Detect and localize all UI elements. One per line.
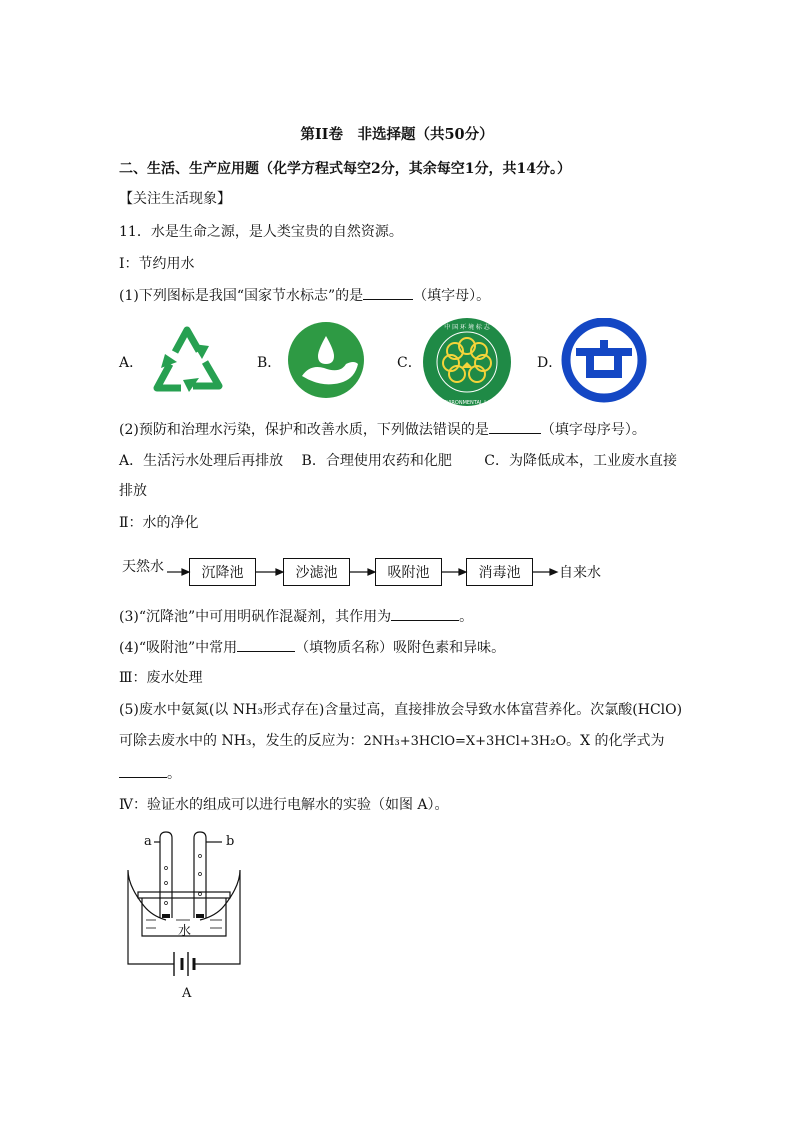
part3-label: Ⅲ：废水处理	[119, 670, 203, 686]
option-d-label: D．	[537, 355, 563, 371]
question-1-text: (1)下列图标是我国“国家节水标志”的是	[119, 288, 364, 304]
recycle-icon	[143, 318, 235, 402]
part1-label: Ⅰ：节约用水	[119, 256, 195, 272]
tube-label-a: a	[144, 834, 152, 849]
figure-caption: A	[182, 986, 192, 1001]
question-2-options-cont: 排放	[119, 483, 147, 499]
electrolysis-apparatus	[122, 828, 252, 1008]
water-purification-flow	[119, 556, 639, 590]
question-2-suffix: （填字母序号）。	[540, 422, 646, 438]
answer-blank-2[interactable]	[489, 419, 541, 434]
option-c-label: C．	[397, 355, 422, 371]
topic-label: 【关注生活现象】	[119, 191, 231, 207]
part2-label: Ⅱ：水的净化	[119, 515, 199, 531]
icon-options	[119, 318, 679, 406]
environmental-label-icon	[421, 318, 513, 410]
question-2	[119, 419, 646, 440]
question-5-text: 可除去废水中的 NH₃，发生的反应为：	[119, 733, 364, 749]
section-title: 第II卷 非选择题（共50分）	[300, 126, 494, 143]
question-3	[119, 606, 473, 627]
water-label: 水	[178, 924, 192, 939]
question-5-line1: (5)废水中氨氮(以 NH₃形式存在)含量过高，直接排放会导致水体富营养化。次氯酸(HClO)	[119, 702, 683, 718]
flow-step-adsorption: 吸附池	[375, 558, 442, 586]
question-1	[119, 285, 490, 306]
flow-arrows	[119, 556, 639, 590]
answer-blank-3[interactable]	[391, 606, 459, 621]
water-drop-icon	[284, 318, 368, 402]
reaction-equation: 2NH₃+3HClO=X+3HCl+3H₂O	[363, 734, 567, 749]
question-5-prompt: 。X 的化学式为	[566, 733, 665, 749]
answer-blank-1[interactable]	[363, 285, 413, 300]
answer-blank-4[interactable]	[237, 637, 295, 652]
flow-step-sand-filter: 沙滤池	[283, 558, 350, 586]
flow-step-sedimentation: 沉降池	[189, 558, 256, 586]
question-2-options: A．生活污水处理后再排放 B．合理使用农药和化肥 C．为降低成本，工业废水直接	[119, 453, 678, 469]
question-5-suffix: 。	[167, 766, 181, 782]
question-5-line3	[119, 763, 181, 784]
question-11-stem: 11．水是生命之源，是人类宝贵的自然资源。	[119, 224, 403, 240]
option-a-label: A．	[119, 355, 144, 371]
question-4	[119, 637, 505, 658]
flow-end: 自来水	[559, 565, 601, 581]
question-1-suffix: （填字母）。	[413, 288, 491, 304]
electrolysis-diagram	[122, 828, 252, 1008]
blue-circle-icon	[560, 318, 648, 406]
question-3-suffix: 。	[459, 609, 474, 625]
flow-step-disinfection: 消毒池	[466, 558, 533, 586]
question-4-text: (4)“吸附池”中常用	[119, 640, 238, 656]
section-heading: 二、生活、生产应用题（化学方程式每空2分，其余每空1分，共14分。）	[119, 161, 571, 177]
answer-blank-5[interactable]	[119, 763, 167, 778]
question-3-text: (3)“沉降池”中可用明矾作混凝剂，其作用为	[119, 609, 392, 625]
seal-ring-text: CHINA ENVIRONMENTAL LABELLING	[422, 400, 512, 406]
flow-start: 天然水	[122, 559, 164, 575]
part4-label: Ⅳ：验证水的组成可以进行电解水的实验（如图 A）。	[119, 797, 449, 813]
option-b-label: B．	[257, 355, 282, 371]
tube-label-b: b	[226, 834, 235, 849]
seal-text: 中 国 环 境 标 志	[444, 324, 490, 331]
question-4-suffix: （填物质名称）吸附色素和异味。	[295, 640, 506, 656]
question-2-text: (2)预防和治理水污染，保护和改善水质，下列做法错误的是	[119, 422, 489, 438]
question-5-line2	[119, 731, 665, 752]
